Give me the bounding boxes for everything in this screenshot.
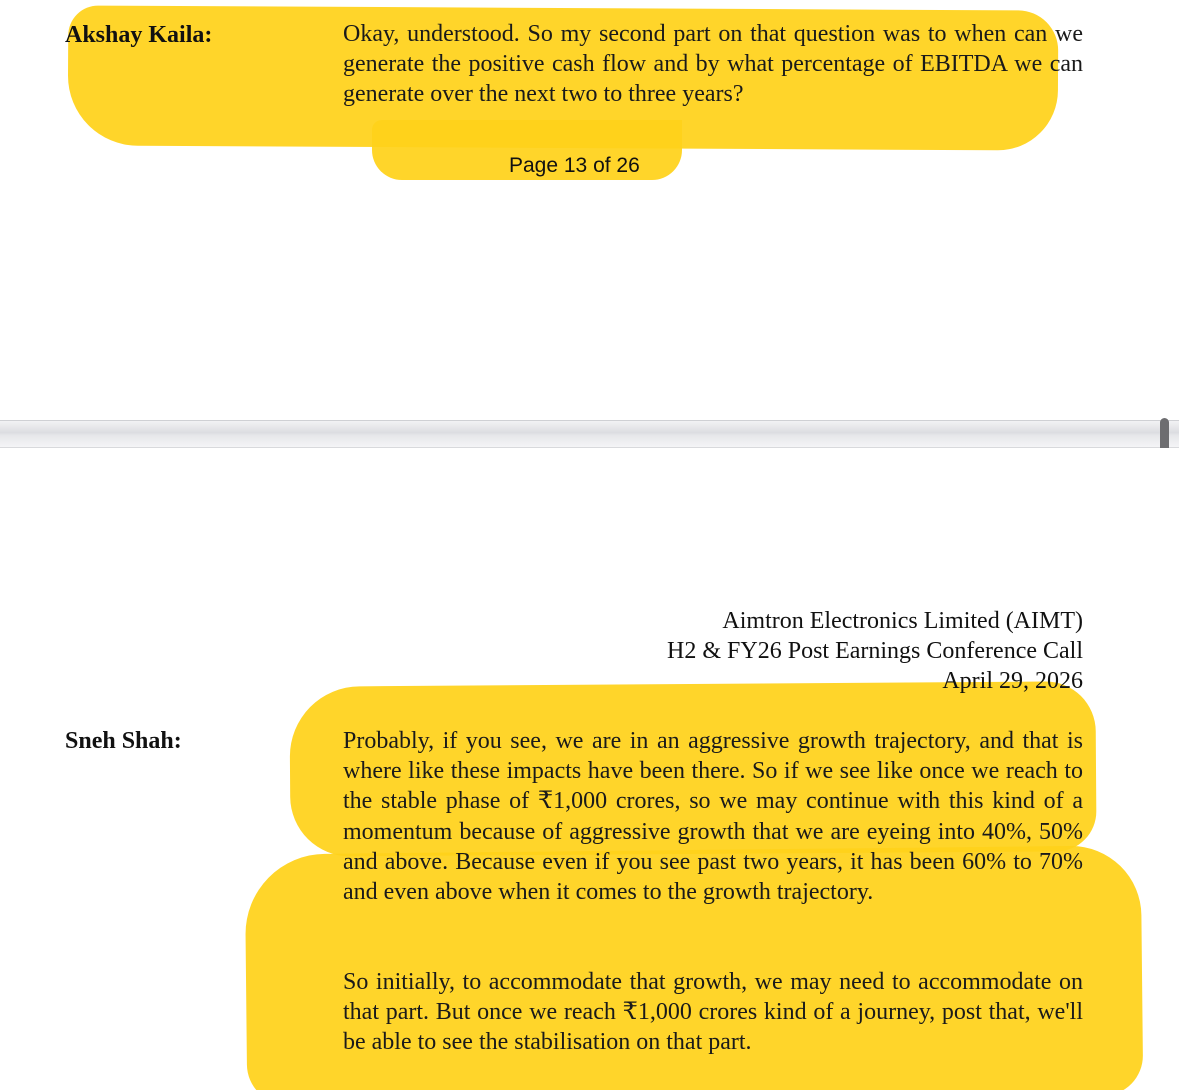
header-event: H2 & FY26 Post Earnings Conference Call <box>667 638 1083 664</box>
header-company: Aimtron Electronics Limited (AIMT) <box>722 608 1083 634</box>
header-date: April 29, 2026 <box>942 668 1083 694</box>
answer-paragraph-2: So initially, to accommodate that growth, we may need to accommodate on that part. But once we reach ₹1,000 crores kind of a journey, post that, we'll be able to see the stabilisation on that part. <box>343 969 1083 1056</box>
page-separator <box>0 420 1179 448</box>
speaker-name: Sneh Shah: <box>65 728 182 754</box>
document-page-13 <box>0 0 1179 420</box>
question-text: Okay, understood. So my second part on that question was to when can we generate the positive cash flow and by what percentage of EBITDA we can generate over the next two to three years? <box>343 21 1083 108</box>
document-page-14 <box>0 448 1179 1090</box>
page-number: Page 13 of 26 <box>509 154 640 177</box>
answer-paragraph-1: Probably, if you see, we are in an aggressive growth trajectory, and that is where like these impacts have been there. So if we see like once we reach to the stable phase of ₹1,000 crores, so we may continue with this kind of a momentum because of aggressive growth that we are eyeing into 40%, 50% and above. Because even if you see past two years, it has been 60% to 70% and even above when it comes to the growth trajectory. <box>343 728 1083 906</box>
speaker-name: Akshay Kaila: <box>65 22 213 48</box>
